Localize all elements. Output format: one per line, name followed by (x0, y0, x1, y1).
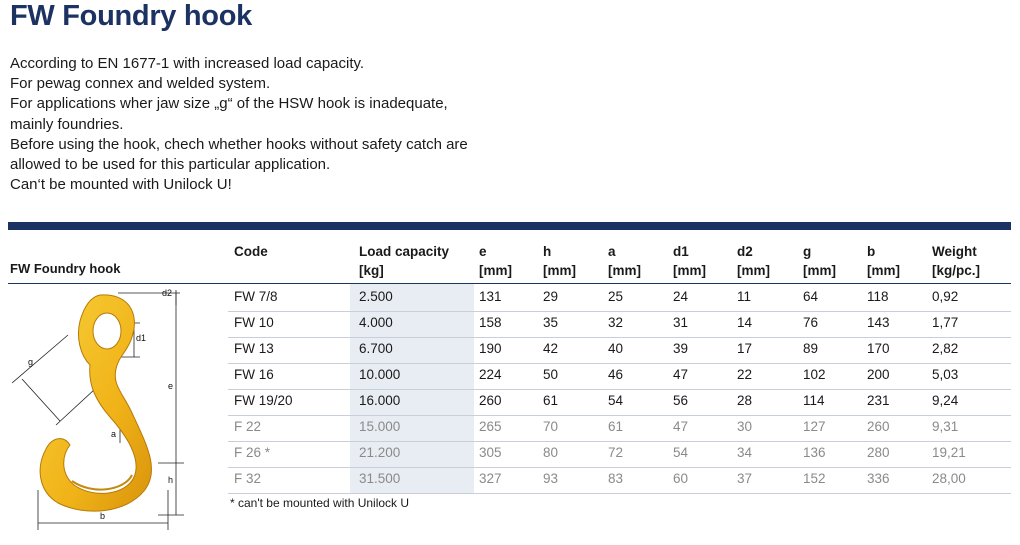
table-cell: 24 (673, 289, 689, 304)
table-cell: 17 (737, 341, 753, 356)
description-line: Before using the hook, chech whether hooks without safety catch are (10, 135, 468, 153)
header-code: Code (234, 244, 268, 259)
table-cell: 260 (867, 419, 890, 434)
table-cell: 42 (543, 341, 559, 356)
table-cell: 25 (608, 289, 624, 304)
table-cell: 190 (479, 341, 502, 356)
header-weight: Weight [kg/pc.] (932, 244, 981, 278)
table-cell: 61 (543, 393, 559, 408)
table-cell: 35 (543, 315, 559, 330)
table-cell: 1,77 (932, 315, 959, 330)
table-cell: 9,31 (932, 419, 959, 434)
table-cell: 60 (673, 471, 689, 486)
table-cell: 127 (803, 419, 826, 434)
table-cell: 102 (803, 367, 826, 382)
table-cell: 31 (673, 315, 689, 330)
table-cell: FW 13 (234, 341, 274, 356)
table-cell: 265 (479, 419, 502, 434)
table-cell: 31.500 (359, 471, 401, 486)
table-cell: 2,82 (932, 341, 959, 356)
table-top-bar (8, 222, 1011, 230)
table-cell: FW 16 (234, 367, 274, 382)
table-cell: 6.700 (359, 341, 393, 356)
table-row (228, 415, 1011, 442)
label-e: e (168, 381, 174, 391)
label-g: g (28, 357, 34, 367)
header-load-capacity: Load capacity [kg] (359, 244, 450, 278)
table-row (228, 363, 1011, 390)
table-cell: 32 (608, 315, 624, 330)
description-line: For applications wher jaw size „g“ of the HSW hook is inadequate, (10, 95, 448, 113)
table-cell: 10.000 (359, 367, 401, 382)
header-g: g [mm] (803, 244, 836, 278)
table-cell: F 22 (234, 419, 262, 434)
description-line: According to EN 1677-1 with increased load capacity. (10, 55, 365, 72)
label-b: b (100, 511, 106, 521)
table-cell: 28 (737, 393, 753, 408)
table-cell: 4.000 (359, 315, 393, 330)
table-cell: 56 (673, 393, 689, 408)
label-d1: d1 (136, 333, 147, 343)
description-line: For pewag connex and welded system. (10, 75, 271, 93)
table-cell: 5,03 (932, 367, 959, 382)
table-cell: 19,21 (932, 445, 966, 460)
table-cell: FW 10 (234, 315, 274, 330)
table-cell: 37 (737, 471, 753, 486)
table-cell: 50 (543, 367, 559, 382)
foundry-hook-diagram (8, 285, 216, 533)
table-cell: 170 (867, 341, 890, 356)
table-cell: 143 (867, 315, 890, 330)
table-cell: 9,24 (932, 393, 959, 408)
table-cell: 0,92 (932, 289, 959, 304)
table-cell: 16.000 (359, 393, 401, 408)
table-row (228, 285, 1011, 312)
description-line: allowed to be used for this particular application. (10, 156, 331, 174)
table-cell: 89 (803, 341, 819, 356)
header-b: b [mm] (867, 244, 900, 278)
table-cell: 64 (803, 289, 819, 304)
table-row (228, 467, 1011, 494)
table-cell: 260 (479, 393, 502, 408)
table-cell: 224 (479, 367, 502, 382)
table-cell: 118 (867, 289, 889, 304)
table-cell: F 32 (234, 471, 262, 486)
footnote: * can't be mounted with Unilock U (230, 496, 410, 510)
table-cell: 131 (479, 289, 502, 304)
table-cell: 47 (673, 367, 689, 382)
label-d2: d2 (162, 288, 173, 298)
table-row (228, 441, 1011, 468)
table-cell: 136 (803, 445, 826, 460)
table-cell: 72 (608, 445, 624, 460)
table-cell: 327 (479, 471, 502, 486)
table-cell: 61 (608, 419, 624, 434)
table-cell: 34 (737, 445, 753, 460)
table-row (228, 389, 1011, 416)
table-cell: 70 (543, 419, 559, 434)
description-line: Can‘t be mounted with Unilock U! (10, 176, 232, 194)
table-cell: 200 (867, 367, 890, 382)
header-d2: d2 [mm] (737, 244, 770, 278)
table-cell: 83 (608, 471, 624, 486)
table-cell: 54 (608, 393, 624, 408)
table-cell: 21.200 (359, 445, 401, 460)
table-cell: 15.000 (359, 419, 401, 434)
table-cell: F 26 * (234, 445, 271, 460)
table-cell: 30 (737, 419, 753, 434)
table-cell: 14 (737, 315, 753, 330)
table-cell: FW 7/8 (234, 289, 278, 304)
table-cell: 152 (803, 471, 826, 486)
table-cell: 39 (673, 341, 689, 356)
table-cell: 40 (608, 341, 624, 356)
table-cell: 76 (803, 315, 819, 330)
table-cell: 231 (867, 393, 890, 408)
header-h: h [mm] (543, 244, 576, 278)
table-cell: 280 (867, 445, 890, 460)
table-cell: FW 19/20 (234, 393, 293, 408)
table-cell: 54 (673, 445, 689, 460)
table-cell: 11 (737, 289, 752, 304)
table-cell: 28,00 (932, 471, 966, 486)
description-line: mainly foundries. (10, 115, 124, 133)
header-a: a [mm] (608, 244, 641, 278)
table-side-label: FW Foundry hook (10, 261, 121, 276)
table-cell: 29 (543, 289, 559, 304)
table-cell: 2.500 (359, 289, 393, 304)
table-cell: 114 (803, 393, 825, 408)
description (10, 54, 630, 195)
table-cell: 336 (867, 471, 890, 486)
table-cell: 158 (479, 315, 502, 330)
table-cell: 80 (543, 445, 559, 460)
table-cell: 46 (608, 367, 624, 382)
table-cell: 47 (673, 419, 689, 434)
label-h: h (168, 475, 174, 485)
header-d1: d1 [mm] (673, 244, 706, 278)
header-divider (8, 283, 1011, 284)
table-row (228, 311, 1011, 338)
table-cell: 22 (737, 367, 753, 382)
table-cell: 93 (543, 471, 559, 486)
header-e: e [mm] (479, 244, 512, 278)
page-title: FW Foundry hook (10, 0, 252, 32)
label-a: a (111, 429, 117, 439)
table-cell: 305 (479, 445, 502, 460)
table-row (228, 337, 1011, 364)
